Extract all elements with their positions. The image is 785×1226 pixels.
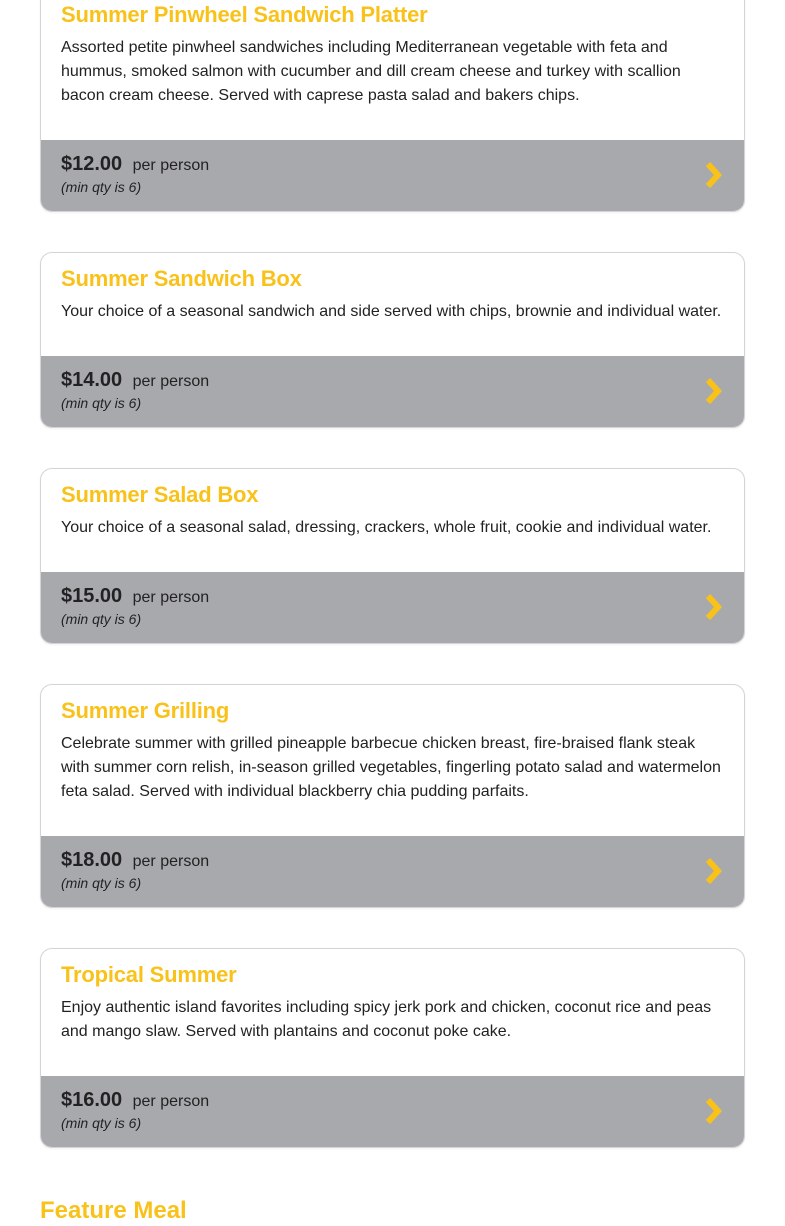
- menu-item-card: [40, 948, 745, 1148]
- price-line: [61, 152, 724, 176]
- menu-item-title[interactable]: Summer Salad Box: [61, 482, 259, 507]
- menu-item-price-unit: per person: [132, 157, 210, 174]
- menu-item-title[interactable]: Tropical Summer: [61, 962, 237, 987]
- menu-item-price: $12.00: [61, 153, 123, 175]
- section-heading-feature-meal: Feature Meal: [40, 1197, 187, 1224]
- menu-item-min-qty: (min qty is 6): [61, 611, 142, 627]
- chevron-right-icon[interactable]: [702, 591, 724, 623]
- chevron-right-icon[interactable]: [702, 1095, 724, 1127]
- menu-item-body: [41, 685, 744, 836]
- menu-item-price: $18.00: [61, 849, 123, 871]
- menu-item-card: [40, 468, 745, 644]
- price-line: [61, 584, 724, 608]
- chevron-right-icon[interactable]: [702, 375, 724, 407]
- menu-item-order-bar[interactable]: [41, 1076, 744, 1147]
- menu-item-description: Your choice of a seasonal sandwich and side served with chips, brownie and individual water.: [61, 303, 722, 320]
- menu-item-description: Your choice of a seasonal salad, dressing, crackers, whole fruit, cookie and individual water.: [61, 519, 712, 536]
- menu-item-price-unit: per person: [132, 589, 210, 606]
- menu-item-order-bar[interactable]: [41, 140, 744, 211]
- menu-item-body: [41, 0, 744, 140]
- menu-item-price: $14.00: [61, 369, 123, 391]
- menu-item-card: [40, 252, 745, 428]
- menu-item-card: [40, 684, 745, 908]
- menu-item-title[interactable]: Summer Pinwheel Sandwich Platter: [61, 2, 428, 27]
- menu-item-title[interactable]: Summer Grilling: [61, 698, 230, 723]
- menu-item-min-qty: (min qty is 6): [61, 875, 142, 891]
- menu-item-price-unit: per person: [132, 373, 210, 390]
- menu-item-price: $15.00: [61, 585, 123, 607]
- menu-item-price: $16.00: [61, 1089, 123, 1111]
- menu-item-body: [41, 253, 744, 356]
- menu-item-min-qty: (min qty is 6): [61, 179, 142, 195]
- menu-item-price-unit: per person: [132, 1093, 210, 1110]
- price-line: [61, 368, 724, 392]
- menu-item-min-qty: (min qty is 6): [61, 395, 142, 411]
- menu-item-price-unit: per person: [132, 853, 210, 870]
- menu-item-description: Celebrate summer with grilled pineapple barbecue chicken breast, fire-braised flank steak with summer corn relish, in-season grilled vegetables, fingerling potato salad and watermelon feta salad. Served with individual blackberry chia pudding parfaits.: [61, 735, 721, 800]
- menu-item-list: [40, 0, 745, 1188]
- menu-item-description: Assorted petite pinwheel sandwiches including Mediterranean vegetable with feta and hummus, smoked salmon with cucumber and dill cream cheese and turkey with scallion bacon cream cheese. Served with caprese pasta salad and bakers chips.: [61, 39, 681, 104]
- price-line: [61, 1088, 724, 1112]
- menu-item-body: [41, 949, 744, 1076]
- menu-item-body: [41, 469, 744, 572]
- price-line: [61, 848, 724, 872]
- menu-item-order-bar[interactable]: [41, 836, 744, 907]
- menu-item-order-bar[interactable]: [41, 572, 744, 643]
- menu-item-order-bar[interactable]: [41, 356, 744, 427]
- menu-item-title[interactable]: Summer Sandwich Box: [61, 266, 302, 291]
- chevron-right-icon[interactable]: [702, 855, 724, 887]
- chevron-right-icon[interactable]: [702, 159, 724, 191]
- menu-item-description: Enjoy authentic island favorites including spicy jerk pork and chicken, coconut rice and peas and mango slaw. Served with plantains and coconut poke cake.: [61, 999, 712, 1040]
- menu-item-min-qty: (min qty is 6): [61, 1115, 142, 1131]
- menu-item-card: [40, 0, 745, 212]
